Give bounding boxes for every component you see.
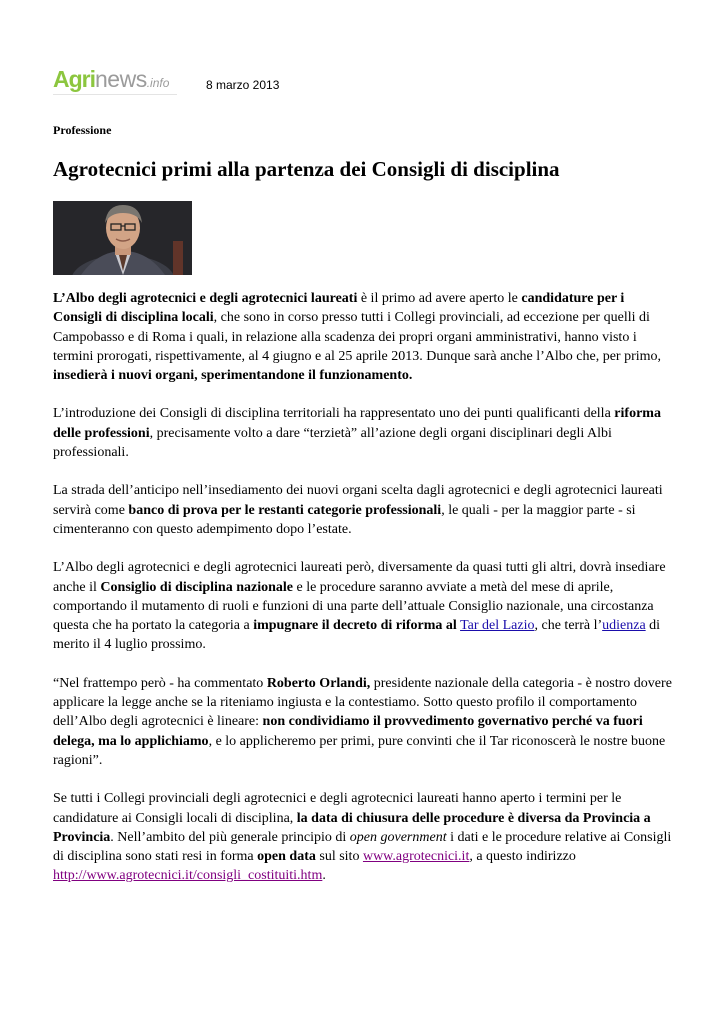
logo-info-text: .info <box>146 76 170 90</box>
p5-text-3: , e lo applicheremo per primi, pure convinti che il Tar riconoscerà le nostre buone ragioni”. <box>53 733 666 768</box>
article-paragraph-1 <box>53 289 673 385</box>
p3-text-2: , le quali - per la maggior parte - si cimenteranno con questo adempimento dopo l’estate. <box>53 502 636 537</box>
p6-bold-2: open data <box>257 849 316 865</box>
p6-italic-1: open government <box>349 829 447 845</box>
p4-bold-2: impugnare il decreto di riforma al <box>253 618 457 634</box>
p4-text-4: , che terrà l’ <box>534 618 603 634</box>
section-category: Professione <box>53 123 112 137</box>
article-paragraph-5 <box>53 674 673 770</box>
p6-bold-1: la data di chiusura delle procedure è diversa da Provincia a Provincia <box>53 810 651 845</box>
author-photo <box>53 201 192 275</box>
udienza-link[interactable]: udienza <box>602 618 646 634</box>
p5-text-2: presidente nazionale della categoria - è nostro dovere applicare la legge anche se la riteniamo ingiusta e la contestiamo. Sotto questo profilo il comportamento dell’Albo degli agrotecnici è lineare: <box>53 675 672 730</box>
p6-text-4: sul sito <box>315 849 363 865</box>
p2-text-2: , precisamente volto a dare “terzietà” all’azione degli organi disciplinari degli Albi professionali. <box>53 425 612 461</box>
consigli-costituiti-link[interactable]: http://www.agrotecnici.it/consigli_costituiti.htm <box>53 868 323 884</box>
logo-agri-text: Agri <box>53 66 95 92</box>
p4-bold-1: Consiglio di disciplina nazionale <box>100 579 293 595</box>
p1-text-2: , che sono in corso presso tutti i Collegi provinciali, ad eccezione per quelli di Campobasso e di Roma i quali, in relazione alla scadenza dei propri organi amministrativi, hanno visto i termini prorogati, rispettivamente, al 4 giugno e al 25 aprile 2013. Dunque sarà anche l’Albo che, per primo, <box>53 310 662 364</box>
article-headline: Agrotecnici primi alla partenza dei Consigli di disciplina <box>53 157 560 181</box>
p5-text-1: “Nel frattempo però - ha commentato <box>53 675 267 691</box>
tar-lazio-link[interactable]: Tar del Lazio <box>460 618 535 634</box>
p3-text-1: La strada dell’anticipo nell’insediamento dei nuovi organi scelta dagli agrotecnici e degli agrotecnici laureati servirà come <box>53 483 663 518</box>
p6-text-1: Se tutti i Collegi provinciali degli agrotecnici e degli agrotecnici laureati hanno aperto i termini per le candidature ai Consigli locali di disciplina, <box>53 791 622 826</box>
agrinews-logo[interactable] <box>53 66 177 100</box>
publication-date: 8 marzo 2013 <box>206 78 280 92</box>
agrotecnici-site-link[interactable]: www.agrotecnici.it <box>362 849 470 865</box>
portrait-image <box>53 201 192 275</box>
article-paragraph-6 <box>53 789 673 885</box>
logo-underline <box>53 94 177 95</box>
p6-text-3: i dati e le procedure relative ai Consigli di disciplina sono stati resi in forma <box>53 829 672 865</box>
p6-text-2: . Nell’ambito del più generale principio di <box>110 829 350 845</box>
article-paragraph-2 <box>53 404 673 462</box>
p4-text-2: e le procedure saranno avviate a metà del mese di aprile, comportando il mutamento di ruoli e funzioni di una parte dell’attuale Consiglio nazionale, una circostanza questa che ha portato la categoria a <box>53 579 654 634</box>
p4-text-5: di merito il 4 luglio prossimo. <box>53 618 661 653</box>
article-paragraph-4 <box>53 558 673 654</box>
article-paragraph-3 <box>53 481 673 539</box>
p2-bold-1: riforma delle professioni <box>53 406 661 441</box>
p6-text-5: , a questo indirizzo <box>469 849 576 865</box>
p1-bold-1: L’Albo degli agrotecnici e degli agrotecnici laureati <box>53 291 358 306</box>
article-body <box>53 289 673 905</box>
p6-text-6: . <box>322 868 326 884</box>
p2-text-1: L’introduzione dei Consigli di disciplina territoriali ha rappresentato uno dei punti qualificanti della <box>53 406 615 422</box>
p1-bold-2: candidature per i Consigli di disciplina locali <box>53 291 625 326</box>
p4-text-1: L’Albo degli agrotecnici e degli agrotecnici laureati però, diversamente da quasi tutti gli altri, dovrà insediare anche il <box>53 560 666 595</box>
p5-bold-2: non condividiamo il provvedimento governativo perché va fuori delega, ma lo applichiamo <box>53 714 643 749</box>
p1-text-1: è il primo ad avere aperto le <box>357 291 522 306</box>
p5-bold-1: Roberto Orlandi, <box>266 675 371 691</box>
p1-bold-3: insedierà i nuovi organi, sperimentandone il funzionamento. <box>53 368 413 384</box>
p3-bold-1: banco di prova per le restanti categorie professionali <box>128 502 442 518</box>
logo-news-text: news <box>95 66 147 92</box>
